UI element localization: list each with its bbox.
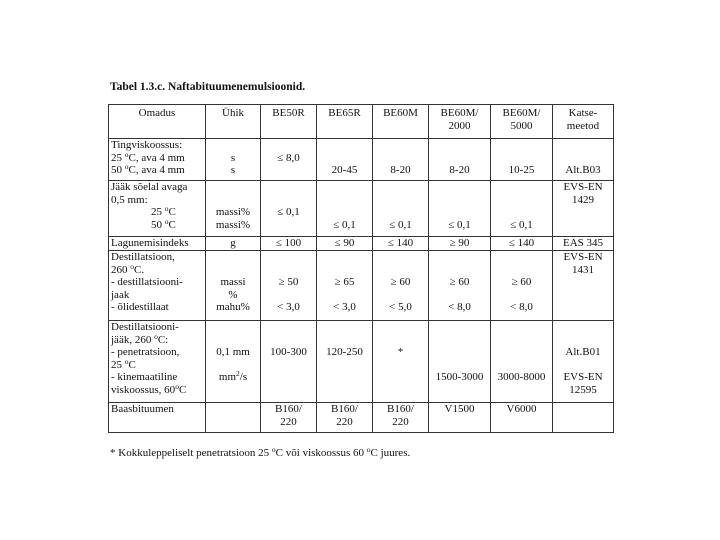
method-cell: EAS 345 — [553, 237, 614, 251]
value-cell: 8-20 — [373, 139, 429, 181]
value-cell: ≥ 50 < 3,0 — [261, 251, 317, 321]
value-cell: ≤ 0,1 — [317, 181, 373, 237]
header-be60m: BE60M — [373, 105, 429, 139]
property-cell: Jääk sõelal avaga 0,5 mm: 25 $^o$C 50 $^o$C — [109, 181, 206, 237]
value-cell: ≤ 0,1 — [373, 181, 429, 237]
value-cell: 3000-8000 — [491, 321, 553, 403]
property-cell: Baasbituumen — [109, 403, 206, 433]
value-cell: ≤ 0,1 — [491, 181, 553, 237]
property-cell: Tingviskoossus: 25 $^o$C, ava 4 mm 50 $^o$C, ava 4 mm — [109, 139, 206, 181]
unit-cell: massi% massi% — [206, 181, 261, 237]
unit-cell: g — [206, 237, 261, 251]
value-cell: * — [373, 321, 429, 403]
value-cell: 10-25 — [491, 139, 553, 181]
footnote: * Kokkuleppeliselt penetratsioon 25 $^o$C või viskoossus 60 $^o$C juures. — [110, 445, 411, 459]
value-cell: B160/ 220 — [261, 403, 317, 433]
value-cell: ≤ 140 — [491, 237, 553, 251]
method-cell: EVS-EN 1429 — [553, 181, 614, 237]
emulsion-spec-table — [108, 104, 614, 433]
header-be60m-2000: BE60M/ 2000 — [429, 105, 491, 139]
property-cell: Destillatsiooni- jääk, 260 $^o$C: - penetratsioon, 25 $^o$C - kinemaatiline viskoossus, 60$^o$C — [109, 321, 206, 403]
value-cell: B160/ 220 — [317, 403, 373, 433]
value-cell: ≥ 60 < 8,0 — [491, 251, 553, 321]
value-cell: ≤ 90 — [317, 237, 373, 251]
property-cell: Lagunemisindeks — [109, 237, 206, 251]
value-cell: 1500-3000 — [429, 321, 491, 403]
table-row-destillatsioon — [109, 251, 614, 321]
header-be60m-5000: BE60M/ 5000 — [491, 105, 553, 139]
method-cell — [553, 403, 614, 433]
method-cell: Alt.B01 EVS-EN 12595 — [553, 321, 614, 403]
unit-cell — [206, 403, 261, 433]
value-cell: 120-250 — [317, 321, 373, 403]
header-be50r: BE50R — [261, 105, 317, 139]
value-cell: ≤ 0,1 — [429, 181, 491, 237]
property-cell: Destillatsioon, 260 $^o$C. - destillatsiooni- jaak - õlidestillaat — [109, 251, 206, 321]
value-cell: ≥ 60 < 5,0 — [373, 251, 429, 321]
unit-cell: s s — [206, 139, 261, 181]
unit-cell: 0,1 mm $mm^2/s$ — [206, 321, 261, 403]
value-cell: ≥ 90 — [429, 237, 491, 251]
table-row-baasbituumen — [109, 403, 614, 433]
value-cell: ≤ 100 — [261, 237, 317, 251]
table-row-jaak-soelal — [109, 181, 614, 237]
value-cell: V6000 — [491, 403, 553, 433]
value-cell: 20-45 — [317, 139, 373, 181]
method-cell: EVS-EN 1431 — [553, 251, 614, 321]
unit-cell: massi % mahu% — [206, 251, 261, 321]
table-caption: Tabel 1.3.c. Naftabituumenemulsioonid. — [110, 81, 306, 93]
value-cell: 8-20 — [429, 139, 491, 181]
value-cell: V1500 — [429, 403, 491, 433]
header-uhik: Ühik — [206, 105, 261, 139]
header-be65r: BE65R — [317, 105, 373, 139]
header-row — [109, 105, 614, 139]
header-katsemeetod: Katse- meetod — [553, 105, 614, 139]
table-row-tingviskoossus — [109, 139, 614, 181]
value-cell: ≥ 65 < 3,0 — [317, 251, 373, 321]
value-cell: ≤ 8,0 — [261, 139, 317, 181]
header-omadus: Omadus — [109, 105, 206, 139]
value-cell: ≤ 0,1 — [261, 181, 317, 237]
value-cell: B160/ 220 — [373, 403, 429, 433]
table-row-lagunemisindeks — [109, 237, 614, 251]
value-cell: 100-300 — [261, 321, 317, 403]
table-row-destillatsioonijaak — [109, 321, 614, 403]
value-cell: ≥ 60 < 8,0 — [429, 251, 491, 321]
value-cell: ≤ 140 — [373, 237, 429, 251]
method-cell: Alt.B03 — [553, 139, 614, 181]
